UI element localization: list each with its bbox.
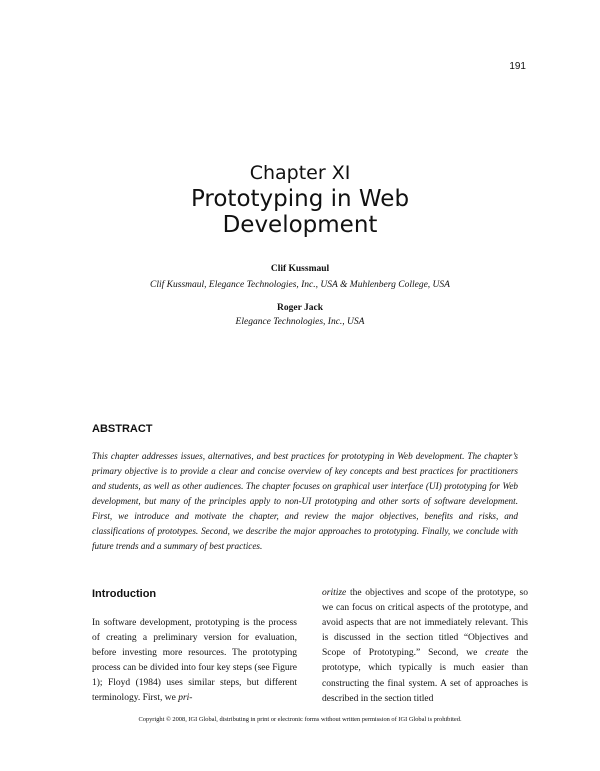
chapter-title-line-2: Development (222, 212, 378, 238)
abstract-body: This chapter addresses issues, alternatives, and best practices for prototyping in Web development. The chapter’s primary objective is to provide a clear and concise overview of key concepts and best practices for practitioners and students, as well as other audiences. The chapter focuses on graphical user interface (UI) prototyping for Web development, but many of the principles apply to non-UI prototyping and other sorts of software development. First, we introduce and motivate the chapter, and review the major objectives, benefits and risks, and classifications of prototypes. Second, we describe the major approaches to prototyping. Finally, we conclude with future trends and a summary of best practices. (92, 451, 518, 551)
page-number: 191 (509, 61, 526, 72)
author-name-1: Clif Kussmaul (270, 264, 330, 274)
introduction-column-left (92, 616, 297, 707)
author-affiliation-2: Elegance Technologies, Inc., USA (235, 317, 365, 327)
introduction-heading: Introduction (92, 588, 157, 600)
intro-right-emphasis-2: create (485, 648, 509, 659)
intro-right-emphasis-1: oritize (322, 588, 347, 598)
intro-right-text-2: the prototype, which typically is much easier than constructing the final system. A set of approaches is described in the section titled (322, 648, 528, 704)
introduction-column-right (322, 586, 528, 707)
chapter-title-line-1: Prototyping in Web (190, 186, 410, 212)
copyright-footer: Copyright © 2008, IGI Global, distributing in print or electronic forms without written permission of IGI Global is prohibited. (138, 716, 462, 723)
intro-left-text: In software development, prototyping is the process of creating a preliminary version for evaluation, before investing more resources. The prototyping process can be divided into four key steps (see Figure 1); Floyd (1984) uses similar steps, but different terminology. First, we (92, 618, 297, 704)
intro-left-emphasis: pri- (178, 693, 193, 704)
author-affiliation-1: Clif Kussmaul, Elegance Technologies, Inc., USA & Muhlenberg College, USA (150, 280, 450, 290)
chapter-title (0, 186, 600, 238)
chapter-label: Chapter XI (249, 162, 351, 184)
intro-right-text-1: the objectives and scope of the prototype, so we can focus on critical aspects of the prototype, and avoid aspects that are not immediately relevant. This is discussed in the section titled “Objectives and Scope of Prototyping.” Second, we (322, 588, 528, 659)
abstract-heading: ABSTRACT (92, 423, 153, 435)
author-name-2: Roger Jack (277, 303, 323, 313)
